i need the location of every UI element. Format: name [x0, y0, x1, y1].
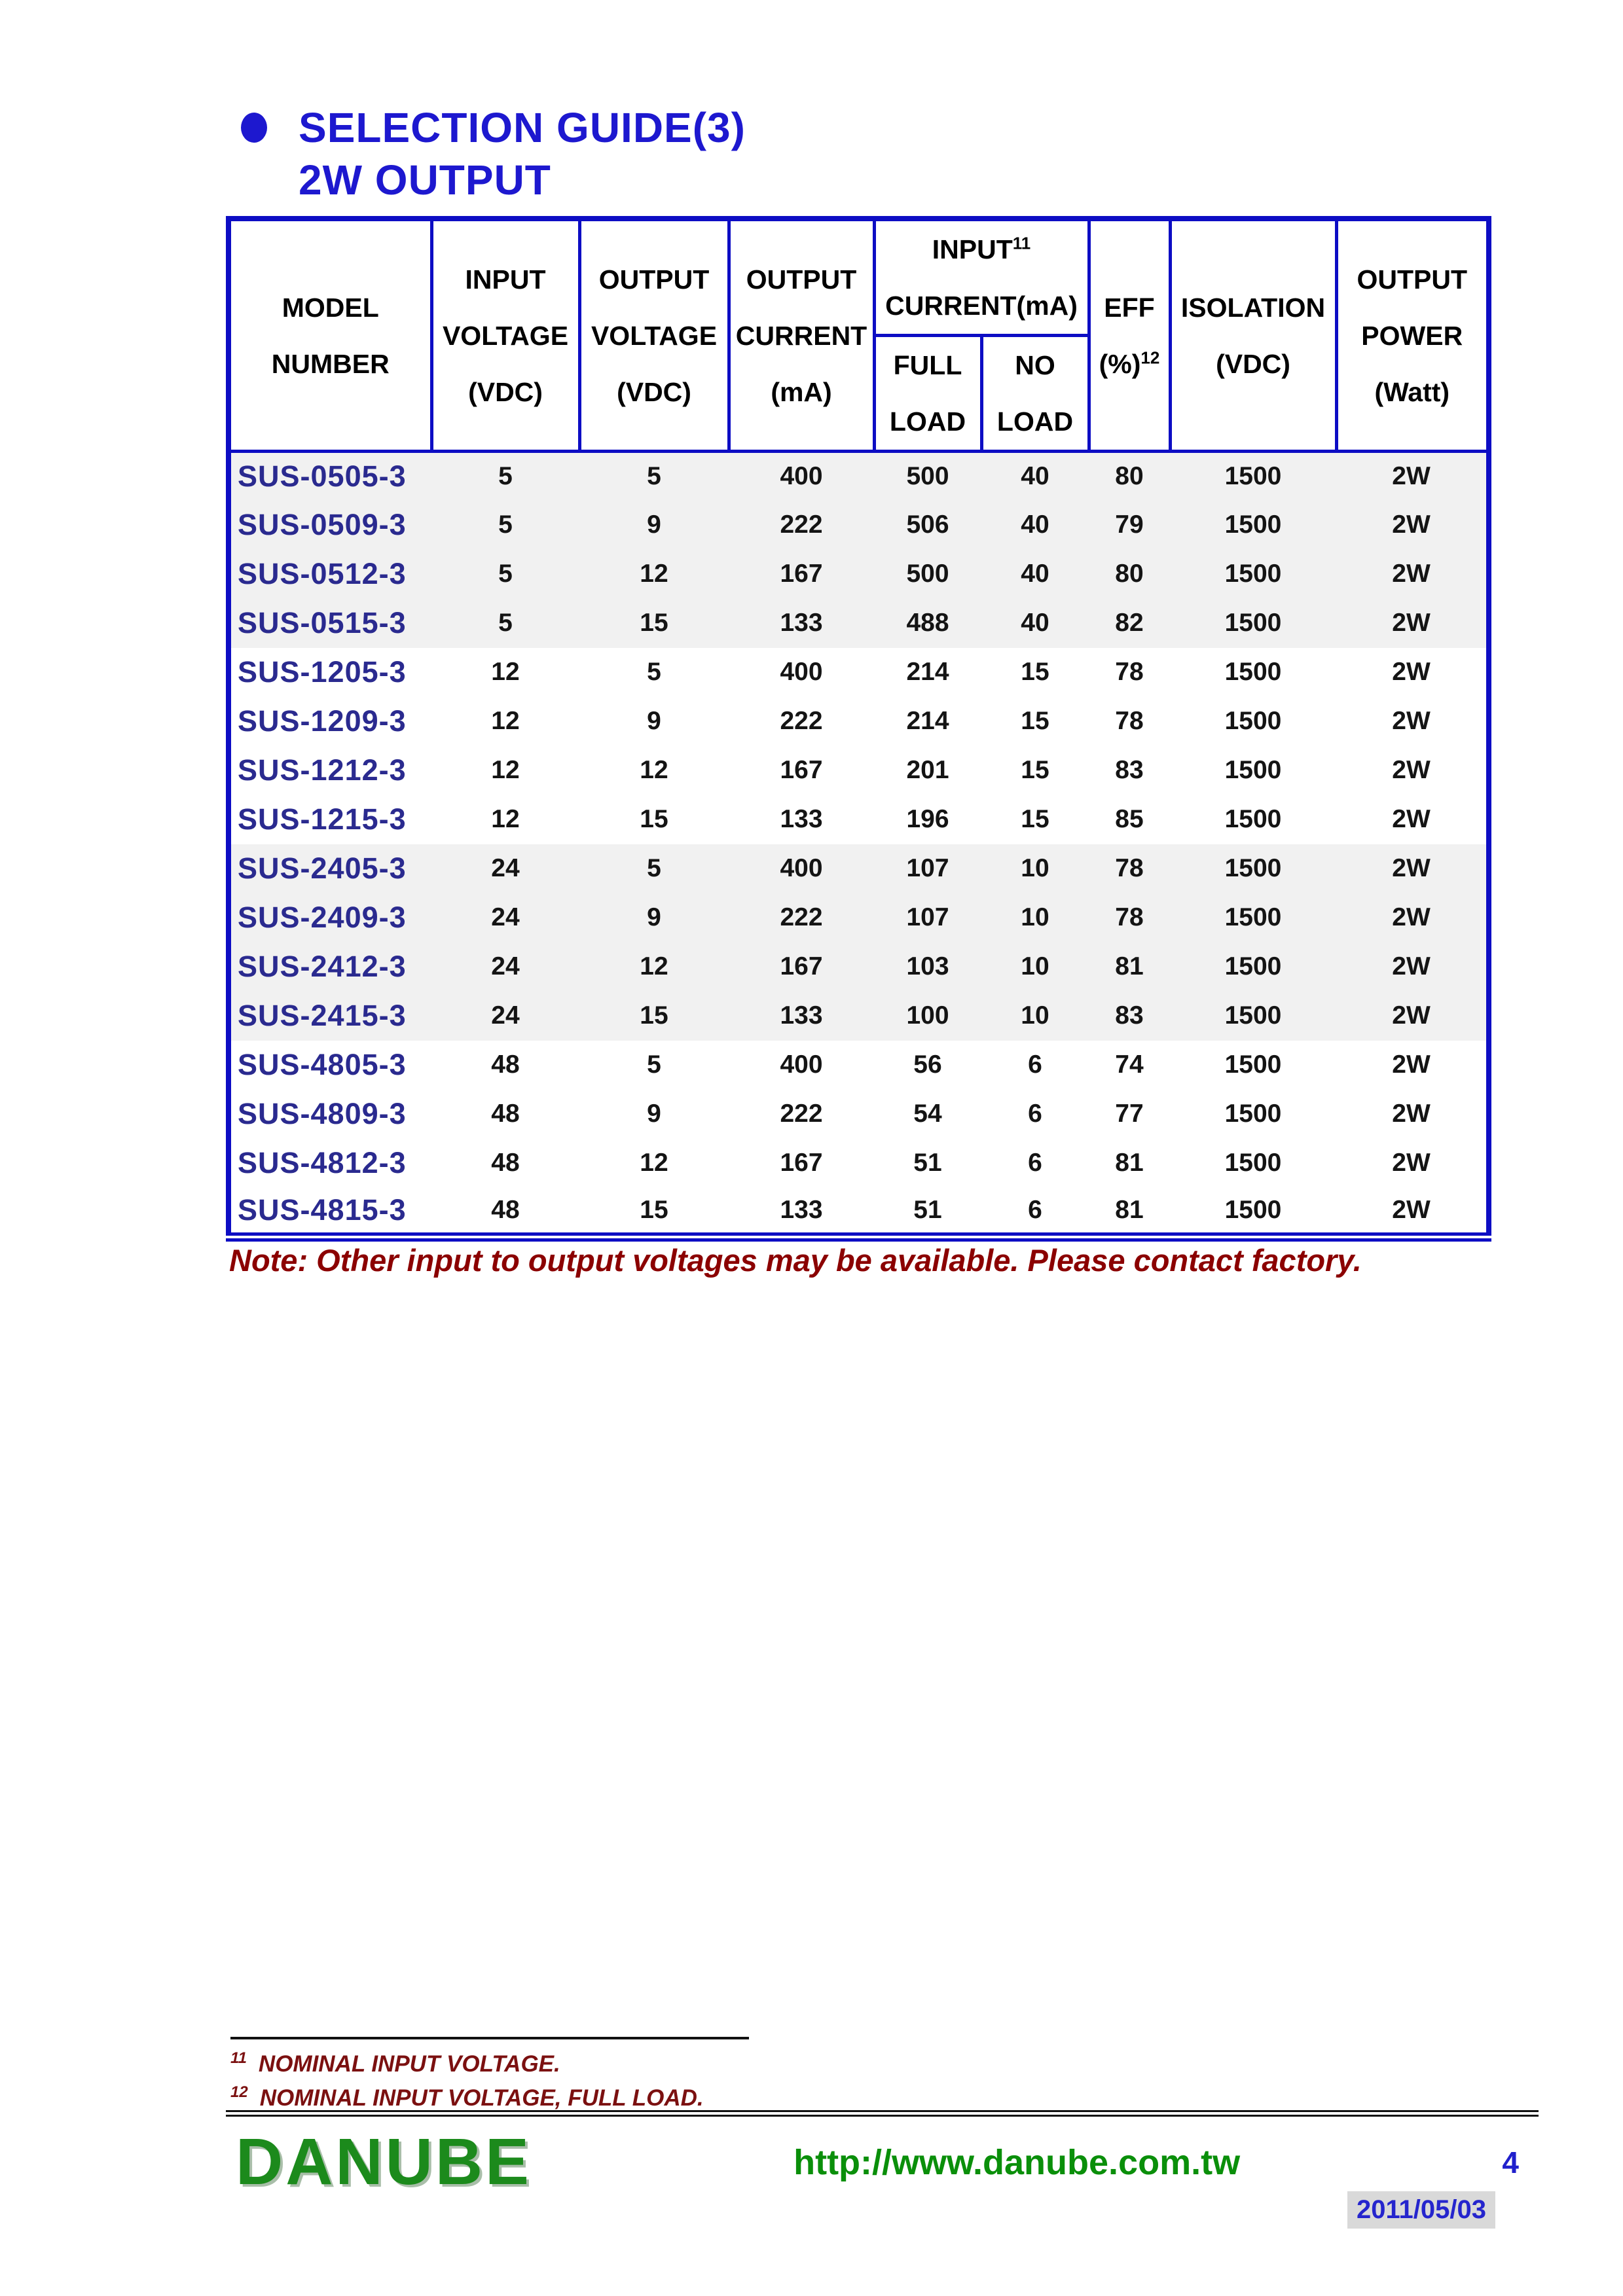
input-voltage-cell: 24: [491, 854, 520, 882]
isolation-cell: 1500: [1224, 805, 1282, 833]
input-voltage-cell: 12: [491, 707, 520, 735]
output-power-cell: 2W: [1392, 658, 1431, 686]
output-power-cell: 2W: [1392, 707, 1431, 735]
output-voltage-cell: 12: [640, 560, 668, 588]
input-current-full-load-cell: 100: [906, 1001, 949, 1030]
output-voltage-cell: 12: [640, 952, 668, 980]
output-voltage-cell: 12: [640, 756, 668, 784]
output-current-cell: 167: [780, 1149, 823, 1177]
footnote-divider: [230, 2037, 749, 2039]
input-voltage-cell: 48: [491, 1050, 520, 1079]
input-current-no-load-cell: 6: [1028, 1100, 1042, 1128]
input-current-no-load-cell: 6: [1028, 1149, 1042, 1177]
col-header-output-current: OUTPUT CURRENT (mA): [729, 219, 874, 452]
col-header-input-current: INPUT$^{11}$ CURRENT(mA): [874, 219, 1089, 336]
output-current-cell: 222: [780, 707, 823, 735]
output-voltage-cell: 9: [647, 903, 661, 931]
table-row: [228, 1188, 1489, 1237]
output-current-cell: 133: [780, 1001, 823, 1030]
table-row: [228, 992, 1489, 1041]
footer-divider: [226, 2110, 1539, 2117]
model-number-cell: SUS-2412-3: [238, 950, 407, 983]
input-current-no-load-cell: 6: [1028, 1050, 1042, 1079]
model-number-cell: SUS-2415-3: [238, 999, 407, 1032]
output-power-cell: 2W: [1392, 1001, 1431, 1030]
input-current-full-load-cell: 107: [906, 903, 949, 931]
input-current-full-load-cell: 56: [913, 1050, 942, 1079]
input-voltage-cell: 48: [491, 1195, 520, 1224]
output-power-cell: 2W: [1392, 805, 1431, 833]
input-voltage-cell: 5: [498, 511, 513, 539]
input-current-no-load-cell: 6: [1028, 1195, 1042, 1224]
output-power-cell: 2W: [1392, 609, 1431, 637]
output-current-cell: 222: [780, 1100, 823, 1128]
footnote-11: $^{11}$ NOMINAL INPUT VOLTAGE.: [230, 2049, 560, 2077]
input-voltage-cell: 48: [491, 1100, 520, 1128]
isolation-cell: 1500: [1224, 511, 1282, 539]
output-current-cell: 133: [780, 805, 823, 833]
table-row: [228, 550, 1489, 599]
table-row: [228, 501, 1489, 550]
isolation-cell: 1500: [1224, 560, 1282, 588]
col-header-model: MODEL NUMBER: [228, 219, 431, 452]
bullet-icon: [241, 113, 267, 143]
table-row: [228, 893, 1489, 942]
output-power-cell: 2W: [1392, 1195, 1431, 1224]
output-current-cell: 222: [780, 511, 823, 539]
input-current-full-load-cell: 500: [906, 560, 949, 588]
efficiency-cell: 78: [1115, 903, 1144, 931]
output-current-cell: 400: [780, 854, 823, 882]
isolation-cell: 1500: [1224, 1100, 1282, 1128]
input-current-no-load-cell: 40: [1021, 560, 1049, 588]
output-power-cell: 2W: [1392, 903, 1431, 931]
output-current-cell: 167: [780, 756, 823, 784]
isolation-cell: 1500: [1224, 658, 1282, 686]
col-header-isolation: ISOLATION (VDC): [1170, 219, 1336, 452]
table-row: [228, 452, 1489, 501]
input-current-no-load-cell: 15: [1021, 805, 1049, 833]
efficiency-cell: 82: [1115, 609, 1144, 637]
col-header-full-load: FULL LOAD: [874, 336, 981, 452]
input-current-full-load-cell: 51: [913, 1195, 942, 1224]
website-link[interactable]: http://www.danube.com.tw: [793, 2142, 1241, 2182]
isolation-cell: 1500: [1224, 854, 1282, 882]
input-voltage-cell: 24: [491, 1001, 520, 1030]
isolation-cell: 1500: [1224, 1195, 1282, 1224]
table-row: [228, 795, 1489, 844]
input-current-no-load-cell: 10: [1021, 1001, 1049, 1030]
selection-guide-table-wrap: [226, 216, 1488, 1242]
input-current-no-load-cell: 10: [1021, 952, 1049, 980]
danube-logo: DANUBE: [236, 2125, 532, 2198]
efficiency-cell: 80: [1115, 560, 1144, 588]
output-voltage-cell: 5: [647, 658, 661, 686]
input-current-no-load-cell: 40: [1021, 609, 1049, 637]
model-number-cell: SUS-0505-3: [238, 459, 407, 493]
input-current-full-load-cell: 54: [913, 1100, 942, 1128]
output-voltage-cell: 5: [647, 854, 661, 882]
model-number-cell: SUS-4805-3: [238, 1048, 407, 1081]
page-title-line2: 2W OUTPUT: [299, 156, 551, 204]
efficiency-cell: 81: [1115, 952, 1144, 980]
efficiency-cell: 78: [1115, 658, 1144, 686]
isolation-cell: 1500: [1224, 756, 1282, 784]
page-footer: [236, 2125, 1539, 2200]
input-voltage-cell: 12: [491, 756, 520, 784]
isolation-cell: 1500: [1224, 707, 1282, 735]
output-voltage-cell: 9: [647, 707, 661, 735]
footnotes: [230, 2047, 704, 2115]
input-current-full-load-cell: 214: [906, 658, 949, 686]
efficiency-cell: 83: [1115, 1001, 1144, 1030]
input-current-full-load-cell: 103: [906, 952, 949, 980]
footnote-12: $^{12}$ NOMINAL INPUT VOLTAGE, FULL LOAD.: [230, 2083, 704, 2111]
output-voltage-cell: 15: [640, 805, 668, 833]
efficiency-cell: 81: [1115, 1149, 1144, 1177]
input-current-no-load-cell: 40: [1021, 462, 1049, 491]
revision-date: 2011/05/03: [1347, 2191, 1495, 2229]
isolation-cell: 1500: [1224, 609, 1282, 637]
input-current-no-load-cell: 15: [1021, 658, 1049, 686]
table-header: [228, 219, 1489, 452]
input-current-full-load-cell: 488: [906, 609, 949, 637]
model-number-cell: SUS-0515-3: [238, 606, 407, 639]
efficiency-cell: 85: [1115, 805, 1144, 833]
efficiency-cell: 74: [1115, 1050, 1144, 1079]
table-row: [228, 1139, 1489, 1188]
output-current-cell: 167: [780, 560, 823, 588]
model-number-cell: SUS-1212-3: [238, 753, 407, 787]
table-row: [228, 1041, 1489, 1090]
note-text: Note: Other input to output voltages may be available. Please contact factory.: [229, 1243, 1362, 1278]
input-current-no-load-cell: 15: [1021, 756, 1049, 784]
output-voltage-cell: 15: [640, 1195, 668, 1224]
selection-guide-table: [226, 216, 1491, 1242]
efficiency-cell: 80: [1115, 462, 1144, 491]
page-number: 4: [1502, 2145, 1519, 2179]
output-voltage-cell: 9: [647, 511, 661, 539]
output-power-cell: 2W: [1392, 854, 1431, 882]
isolation-cell: 1500: [1224, 903, 1282, 931]
input-voltage-cell: 24: [491, 952, 520, 980]
input-current-no-load-cell: 15: [1021, 707, 1049, 735]
output-power-cell: 2W: [1392, 756, 1431, 784]
col-header-no-load: NO LOAD: [981, 336, 1089, 452]
output-current-cell: 400: [780, 1050, 823, 1079]
input-current-no-load-cell: 40: [1021, 511, 1049, 539]
isolation-cell: 1500: [1224, 1050, 1282, 1079]
model-number-cell: SUS-4815-3: [238, 1193, 407, 1227]
output-current-cell: 222: [780, 903, 823, 931]
model-number-cell: SUS-0509-3: [238, 508, 407, 541]
output-current-cell: 400: [780, 658, 823, 686]
input-voltage-cell: 24: [491, 903, 520, 931]
input-voltage-cell: 5: [498, 462, 513, 491]
efficiency-cell: 81: [1115, 1195, 1144, 1224]
input-voltage-cell: 48: [491, 1149, 520, 1177]
input-current-no-load-cell: 10: [1021, 854, 1049, 882]
output-power-cell: 2W: [1392, 511, 1431, 539]
input-current-full-load-cell: 51: [913, 1149, 942, 1177]
output-current-cell: 133: [780, 609, 823, 637]
output-power-cell: 2W: [1392, 1050, 1431, 1079]
output-voltage-cell: 15: [640, 1001, 668, 1030]
efficiency-cell: 83: [1115, 756, 1144, 784]
input-voltage-cell: 5: [498, 560, 513, 588]
output-power-cell: 2W: [1392, 1149, 1431, 1177]
section-title: [241, 103, 746, 204]
output-power-cell: 2W: [1392, 462, 1431, 491]
col-header-output-power: OUTPUT POWER (Watt): [1336, 219, 1489, 452]
model-number-cell: SUS-1209-3: [238, 704, 407, 738]
output-voltage-cell: 12: [640, 1149, 668, 1177]
input-voltage-cell: 12: [491, 658, 520, 686]
input-voltage-cell: 12: [491, 805, 520, 833]
input-current-full-load-cell: 201: [906, 756, 949, 784]
output-current-cell: 167: [780, 952, 823, 980]
model-number-cell: SUS-2405-3: [238, 852, 407, 885]
output-voltage-cell: 15: [640, 609, 668, 637]
isolation-cell: 1500: [1224, 1149, 1282, 1177]
col-header-output-voltage: OUTPUT VOLTAGE (VDC): [579, 219, 729, 452]
efficiency-cell: 77: [1115, 1100, 1144, 1128]
model-number-cell: SUS-2409-3: [238, 901, 407, 934]
output-power-cell: 2W: [1392, 1100, 1431, 1128]
efficiency-cell: 78: [1115, 707, 1144, 735]
output-power-cell: 2W: [1392, 560, 1431, 588]
model-number-cell: SUS-4812-3: [238, 1146, 407, 1179]
isolation-cell: 1500: [1224, 462, 1282, 491]
output-voltage-cell: 5: [647, 1050, 661, 1079]
output-power-cell: 2W: [1392, 952, 1431, 980]
input-current-full-load-cell: 107: [906, 854, 949, 882]
output-voltage-cell: 5: [647, 462, 661, 491]
input-voltage-cell: 5: [498, 609, 513, 637]
isolation-cell: 1500: [1224, 1001, 1282, 1030]
table-row: [228, 942, 1489, 992]
input-current-full-load-cell: 196: [906, 805, 949, 833]
output-current-cell: 133: [780, 1195, 823, 1224]
table-row: [228, 599, 1489, 648]
col-header-input-voltage: INPUT VOLTAGE (VDC): [431, 219, 579, 452]
output-current-cell: 400: [780, 462, 823, 491]
input-current-full-load-cell: 214: [906, 707, 949, 735]
input-current-no-load-cell: 10: [1021, 903, 1049, 931]
table-row: [228, 1090, 1489, 1139]
model-number-cell: SUS-0512-3: [238, 557, 407, 590]
model-number-cell: SUS-1215-3: [238, 802, 407, 836]
col-header-eff: EFF (%)$^{12}$: [1089, 219, 1170, 452]
isolation-cell: 1500: [1224, 952, 1282, 980]
page-title-line1: SELECTION GUIDE(3): [299, 104, 746, 151]
efficiency-cell: 78: [1115, 854, 1144, 882]
efficiency-cell: 79: [1115, 511, 1144, 539]
model-number-cell: SUS-1205-3: [238, 655, 407, 689]
table-row: [228, 697, 1489, 746]
table-body: [228, 452, 1489, 1237]
table-row: [228, 648, 1489, 697]
input-current-full-load-cell: 506: [906, 511, 949, 539]
model-number-cell: SUS-4809-3: [238, 1097, 407, 1130]
table-row: [228, 746, 1489, 795]
input-current-full-load-cell: 500: [906, 462, 949, 491]
output-voltage-cell: 9: [647, 1100, 661, 1128]
table-row: [228, 844, 1489, 893]
